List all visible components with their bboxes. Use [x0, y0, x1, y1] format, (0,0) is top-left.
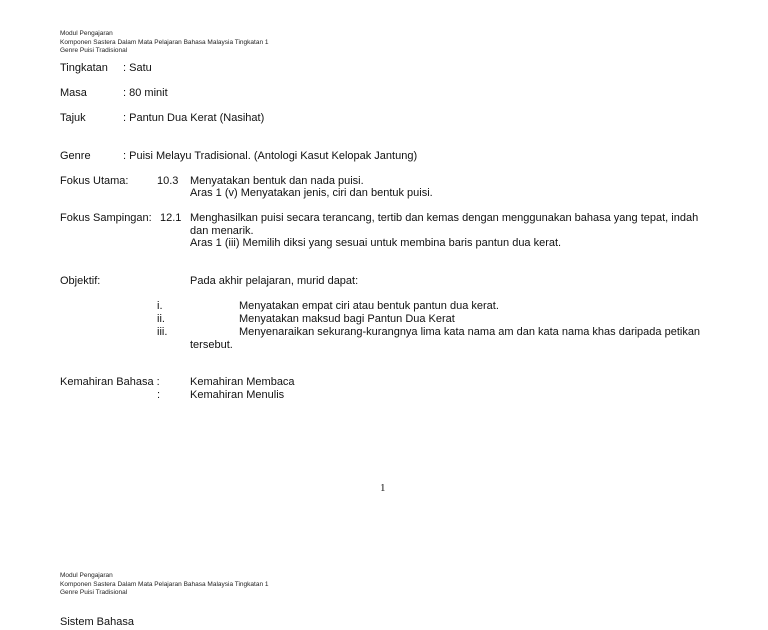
fokus-utama-line-2: Aras 1 (v) Menyatakan jenis, ciri dan bentuk puisi.	[190, 187, 433, 199]
objektif-item-1-num: i.	[157, 300, 163, 312]
tingkatan-value: : Satu	[123, 62, 152, 74]
header-line-2: Komponen Sastera Dalam Mata Pelajaran Bahasa Malaysia Tingkatan 1	[60, 38, 269, 46]
tajuk-value: : Pantun Dua Kerat (Nasihat)	[123, 112, 265, 124]
objektif-item-3-num: iii.	[157, 326, 168, 338]
next-header-line-2: Komponen Sastera Dalam Mata Pelajaran Bahasa Malaysia Tingkatan 1	[60, 580, 269, 588]
kemahiran-label: Kemahiran Bahasa :	[60, 376, 160, 388]
fokus-sampingan-label: Fokus Sampingan:	[60, 212, 152, 224]
running-header	[60, 30, 268, 56]
fokus-sampingan-line-2: dan menarik.	[190, 225, 254, 237]
genre-value: : Puisi Melayu Tradisional. (Antologi Kasut Kelopak Jantung)	[123, 150, 418, 162]
objektif-item-2-num: ii.	[157, 313, 165, 325]
header-line-1: Modul Pengajaran	[60, 30, 113, 37]
tajuk-label: Tajuk	[60, 112, 86, 124]
next-header-line-1: Modul Pengajaran	[60, 572, 113, 579]
fokus-utama-line-1: Menyatakan bentuk dan nada puisi.	[190, 175, 364, 187]
kemahiran-item-2: Kemahiran Menulis	[190, 389, 285, 401]
kemahiran-colon-2: :	[157, 389, 161, 401]
fokus-sampingan-line-1: Menghasilkan puisi secara terancang, tertib dan kemas dengan menggunakan bahasa yang tepat, indah	[190, 212, 699, 224]
fokus-sampingan-line-3: Aras 1 (iii) Memilih diksi yang sesuai untuk membina baris pantun dua kerat.	[190, 237, 562, 249]
objektif-item-3-continuation: tersebut.	[190, 339, 233, 351]
tingkatan-label: Tingkatan	[60, 62, 108, 74]
fokus-utama-code: 10.3	[157, 175, 179, 187]
page-number: 1	[380, 482, 386, 494]
objektif-intro: Pada akhir pelajaran, murid dapat:	[190, 275, 359, 287]
fokus-utama-label: Fokus Utama:	[60, 175, 129, 187]
objektif-label: Objektif:	[60, 275, 101, 287]
next-header-line-3: Genre Puisi Tradisional	[60, 589, 128, 596]
next-page-header	[60, 572, 268, 598]
kemahiran-item-1: Kemahiran Membaca	[190, 376, 295, 388]
objektif-item-1-text: Menyatakan empat ciri atau bentuk pantun dua kerat.	[239, 300, 499, 312]
objektif-item-3-text: Menyenaraikan sekurang-kurangnya lima kata nama am dan kata nama khas daripada petikan	[239, 326, 701, 338]
header-line-3: Genre Puisi Tradisional	[60, 47, 128, 54]
masa-value: : 80 minit	[123, 87, 168, 99]
genre-label: Genre	[60, 150, 91, 162]
objektif-item-2-text: Menyatakan maksud bagi Pantun Dua Kerat	[239, 313, 455, 325]
fokus-sampingan-code: 12.1	[160, 212, 182, 224]
masa-label: Masa	[60, 87, 87, 99]
sistem-bahasa-heading: Sistem Bahasa	[60, 616, 134, 628]
